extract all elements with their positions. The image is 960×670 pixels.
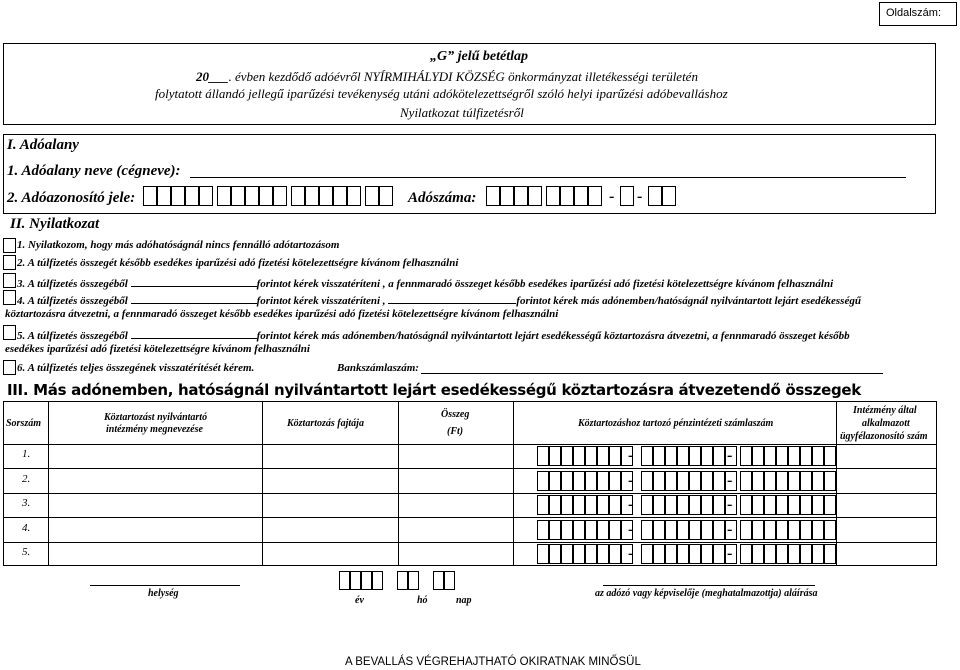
item-3-line — [17, 275, 833, 290]
item-4-transfer-field[interactable] — [388, 292, 516, 304]
taxid-field[interactable] — [143, 186, 393, 206]
item-2-checkbox[interactable] — [3, 255, 16, 270]
account-dash: - — [628, 496, 634, 513]
account-dash: - — [727, 521, 733, 538]
item-4-text-a: 4. A túlfizetés összegéből — [17, 295, 128, 307]
item-5-checkbox[interactable] — [3, 325, 16, 340]
page-number-label: Oldalszám: — [886, 7, 942, 19]
account-part-3[interactable] — [740, 471, 836, 491]
taxnum-field[interactable] — [486, 186, 602, 206]
account-dash: - — [727, 496, 733, 513]
col-amount-2: (Ft) — [447, 426, 464, 437]
account-part-2[interactable] — [641, 544, 737, 564]
row-number: 2. — [22, 473, 31, 485]
account-part-3[interactable] — [740, 446, 836, 466]
header-line-1-text: . évben kezdődő adóévről NYÍRMIHÁLYDI KÖZSÉG önkormányzat illetékességi területén — [228, 69, 698, 84]
item-2-text: 2. A túlfizetés összegét később esedékes iparűzési adó fizetési kötelezettségre kívánom felhasználni — [17, 257, 459, 269]
account-dash: - — [727, 447, 733, 464]
account-part-2[interactable] — [641, 520, 737, 540]
bank-label: Bankszámlaszám: — [337, 362, 419, 374]
item-5-line — [17, 327, 850, 342]
row-number: 1. — [22, 448, 31, 460]
account-part-1[interactable] — [537, 471, 633, 491]
signature-field[interactable] — [603, 585, 815, 586]
taxnum-dash-2: - — [637, 188, 643, 205]
item-4-checkbox[interactable] — [3, 290, 16, 305]
year-field[interactable]: 20___ — [196, 69, 229, 84]
year-label: év — [355, 595, 364, 606]
footer-note: A BEVALLÁS VÉGREHAJTHATÓ OKIRATNAK MINŐSÜL — [345, 656, 641, 668]
account-part-2[interactable] — [641, 495, 737, 515]
account-dash: - — [628, 447, 634, 464]
item-3-text-a: 3. A túlfizetés összegéből — [17, 278, 128, 290]
col-sorszam: Sorszám — [6, 418, 42, 429]
account-part-3[interactable] — [740, 544, 836, 564]
item-5-amount-field[interactable] — [131, 327, 257, 339]
col-client-1: Intézmény által — [853, 405, 917, 416]
section-3-title: III. Más adónemben, hatóságnál nyilvántartott lejárt esedékességű köztartozásra átvezetendő összegek — [7, 381, 861, 399]
header-line-1 — [196, 69, 698, 85]
account-part-2[interactable] — [641, 471, 737, 491]
date-month-field[interactable] — [397, 571, 419, 590]
item-6-text: 6. A túlfizetés teljes összegének visszatérítését kérem. — [17, 362, 255, 374]
bank-account-field[interactable] — [421, 373, 883, 374]
item-3-amount-field[interactable] — [131, 275, 257, 287]
item-6-checkbox[interactable] — [3, 360, 16, 375]
name-field[interactable] — [190, 177, 906, 178]
place-field[interactable] — [90, 585, 240, 586]
item-5-text-c: esedékes iparűzési adó fizetési kötelezettségre kívánom felhasználni — [5, 343, 310, 355]
name-label: 1. Adóalany neve (cégneve): — [7, 163, 181, 179]
col-client-2: alkalmazott — [862, 418, 910, 429]
account-dash: - — [727, 472, 733, 489]
item-5-text-b: forintot kérek más adónemben/hatóságnál nyilvántartott lejárt esedékességű köztartozásra átvezetni, a fennmaradó összeget később — [256, 330, 850, 342]
col-amount-1: Összeg — [441, 409, 470, 420]
item-4-refund-field[interactable] — [131, 292, 257, 304]
col-name-2: intézmény megnevezése — [106, 424, 203, 435]
row-number: 5. — [22, 546, 31, 558]
item-3-text-b: forintot kérek visszatéríteni , a fennmaradó összeget később esedékes iparűzési adó fizetési kötelezettségre kívánom felhasználni — [256, 278, 834, 290]
section-1-title: I. Adóalany — [7, 137, 79, 153]
item-4-text-c: forintot kérek más adónemben/hatóságnál nyilvántartott lejárt esedékességű — [516, 295, 861, 307]
col-client-3: ügyfélazonosító szám — [840, 431, 928, 442]
taxnum-label: Adószáma: — [408, 190, 477, 206]
row-number: 4. — [22, 522, 31, 534]
item-1-text: 1. Nyilatkozom, hogy más adóhatóságnál nincs fennálló adótartozásom — [17, 239, 340, 251]
account-part-1[interactable] — [537, 495, 633, 515]
account-part-1[interactable] — [537, 520, 633, 540]
account-part-2[interactable] — [641, 446, 737, 466]
col-type: Köztartozás fajtája — [287, 418, 364, 429]
item-5-text-a: 5. A túlfizetés összegéből — [17, 330, 128, 342]
month-label: hó — [417, 595, 428, 606]
day-label: nap — [456, 595, 472, 606]
account-part-3[interactable] — [740, 495, 836, 515]
account-dash: - — [628, 472, 634, 489]
taxnum-county-field[interactable] — [648, 186, 676, 206]
account-part-1[interactable] — [537, 544, 633, 564]
account-dash: - — [727, 545, 733, 562]
header-line-3: Nyilatkozat túlfizetésről — [400, 105, 524, 120]
signer-label: az adózó vagy képviselője (meghatalmazottja) aláírása — [595, 588, 818, 599]
table-header-divider — [3, 444, 937, 445]
item-4-text-b: forintot kérek visszatéríteni , — [256, 295, 386, 307]
taxid-label: 2. Adóazonosító jele: — [7, 190, 136, 206]
place-label: helység — [148, 588, 179, 599]
row-number: 3. — [22, 497, 31, 509]
item-4-line — [17, 292, 861, 307]
account-dash: - — [628, 545, 634, 562]
date-day-field[interactable] — [433, 571, 455, 590]
account-part-3[interactable] — [740, 520, 836, 540]
account-dash: - — [628, 521, 634, 538]
appendix-title: „G” jelű betétlap — [430, 49, 528, 64]
account-part-1[interactable] — [537, 446, 633, 466]
taxnum-vat-field[interactable] — [620, 186, 634, 206]
col-name-1: Köztartozást nyilvántartó — [104, 412, 208, 423]
date-year-field[interactable] — [339, 571, 383, 590]
section-2-title: II. Nyilatkozat — [10, 216, 100, 232]
taxnum-dash-1: - — [609, 188, 615, 205]
item-1-checkbox[interactable] — [3, 238, 16, 253]
header-line-2: folytatott állandó jellegű iparűzési tevékenység utáni adókötelezettségről szóló helyi iparűzési adóbevalláshoz — [155, 86, 728, 101]
item-4-text-d: köztartozásra átvezetni, a fennmaradó összeget később esedékes iparűzési adó fizetési kötelezettségre kívánom felhasználni — [5, 308, 559, 320]
item-3-checkbox[interactable] — [3, 273, 16, 288]
col-account: Köztartozáshoz tartozó pénzintézeti számlaszám — [578, 418, 774, 429]
